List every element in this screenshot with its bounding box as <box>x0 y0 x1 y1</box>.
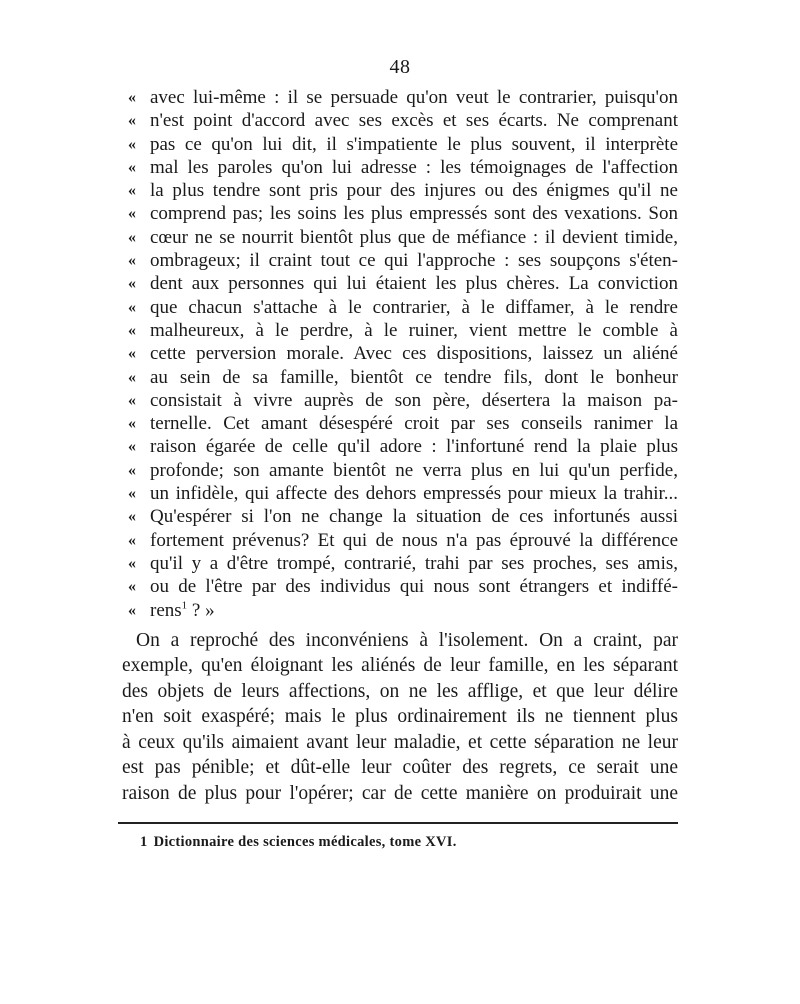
quote-line <box>122 272 678 295</box>
quote-line <box>122 505 678 528</box>
quote-line-text: au sein de sa famille, bientôt ce tendre fils, dont le bonheur <box>150 366 678 388</box>
paragraph-line: On a reproché des inconvéniens à l'isolement. On a craint, par <box>136 629 678 651</box>
footnote-ref: 1 <box>181 599 188 612</box>
footnote-text: Dictionnaire des sciences médicales, tome XVI. <box>153 834 457 850</box>
quote-last-line <box>122 599 678 622</box>
quote-block <box>122 86 678 599</box>
quote-mark: « <box>128 275 136 293</box>
quote-line <box>122 109 678 132</box>
paragraph-line: n'en soit exaspéré; mais le plus ordinairement ils ne tiennent plus <box>122 706 678 728</box>
quote-mark: « <box>128 158 136 176</box>
quote-line-text: ou de l'être par des individus qui nous sont étrangers et indiffé- <box>150 576 678 598</box>
quote-mark: « <box>128 415 136 433</box>
paragraph-line: des objets de leurs affections, on ne les afflige, et que leur délire <box>122 680 678 702</box>
quote-line <box>122 202 678 225</box>
quote-line-text: cette perversion morale. Avec ces dispositions, laissez un aliéné <box>150 343 678 365</box>
quote-last-end: ? » <box>187 599 215 621</box>
paragraph-line: est pas pénible; et dût-elle leur coûter des regrets, ce serait une <box>122 757 678 779</box>
quote-mark: « <box>128 112 136 130</box>
quote-mark: « <box>128 508 136 526</box>
quote-mark: « <box>128 252 136 270</box>
quote-mark: « <box>128 135 136 153</box>
quote-line-text: fortement prévenus? Et qui de nous n'a pas éprouvé la différence <box>150 529 678 551</box>
footnote-number: 1 <box>140 834 148 850</box>
quote-line <box>122 226 678 249</box>
quote-mark: « <box>128 485 136 503</box>
quote-line-text: pas ce qu'on lui dit, il s'impatiente le plus souvent, il interprète <box>150 133 678 155</box>
quote-line <box>122 482 678 505</box>
quote-line <box>122 552 678 575</box>
quote-line <box>122 529 678 552</box>
quote-line-text: cœur ne se nourrit bientôt plus que de méfiance : il devient timide, <box>150 226 678 248</box>
quote-line-text: dent aux personnes qui lui étaient les plus chères. La conviction <box>150 273 678 295</box>
quote-line-text: ternelle. Cet amant désespéré croit par ses conseils ranimer la <box>150 413 678 435</box>
paragraph-line: à ceux qu'ils aimaient avant leur maladie, et cette séparation ne leur <box>122 731 678 753</box>
quote-line <box>122 459 678 482</box>
quote-line-text: avec lui-même : il se persuade qu'on veut le contrarier, puisqu'on <box>150 87 678 108</box>
footnote-rule <box>118 822 678 824</box>
paragraph-line: exemple, qu'en éloignant les aliénés de leur famille, en les séparant <box>122 655 678 677</box>
quote-line <box>122 156 678 179</box>
quote-line <box>122 133 678 156</box>
quote-mark: « <box>128 461 136 479</box>
quote-line-text: profonde; son amante bientôt ne verra plus en lui qu'un perfide, <box>150 459 678 481</box>
quote-line-text: ombrageux; il craint tout ce qui l'approche : ses soupçons s'éten- <box>150 250 678 272</box>
quote-line-text: Qu'espérer si l'on ne change la situation de ces infortunés aussi <box>150 506 678 528</box>
quote-line <box>122 342 678 365</box>
quote-line <box>122 319 678 342</box>
quote-line <box>122 389 678 412</box>
quote-mark: « <box>128 298 136 316</box>
quote-line-text: que chacun s'attache à le contrarier, à le diffamer, à le rendre <box>150 296 678 318</box>
quote-line-text: raison égarée de celle qu'il adore : l'infortuné rend la plaie plus <box>150 436 678 458</box>
quote-line-text: mal les paroles qu'on lui adresse : les témoignages de l'affection <box>150 156 678 178</box>
quote-line-text: consistait à vivre auprès de son père, désertera la maison pa- <box>150 389 678 411</box>
quote-line <box>122 296 678 319</box>
quote-mark: « <box>128 345 136 363</box>
quote-line-text: comprend pas; les soins les plus empressés sont des vexations. Son <box>150 203 678 225</box>
quote-line <box>122 179 678 202</box>
quote-line <box>122 575 678 598</box>
page-number: 48 <box>389 56 411 78</box>
quote-line <box>122 435 678 458</box>
quote-mark: « <box>128 531 136 549</box>
quote-line-text: qu'il y a d'être trompé, contrarié, trahi par ses proches, ses amis, <box>150 552 678 574</box>
quote-mark: « <box>128 438 136 456</box>
quote-mark: « <box>128 89 136 106</box>
paragraph-line: raison de plus pour l'opérer; car de cette manière on produirait une <box>122 782 678 804</box>
quote-mark: « <box>128 601 136 619</box>
quote-mark: « <box>128 391 136 409</box>
quote-line-text: la plus tendre sont pris pour des injures ou des énigmes qu'il ne <box>150 180 678 202</box>
quote-line <box>122 412 678 435</box>
quote-mark: « <box>128 182 136 200</box>
quote-line <box>122 86 678 109</box>
quote-last-word: rens <box>150 599 182 621</box>
footnote <box>140 834 457 851</box>
quote-mark: « <box>128 554 136 572</box>
quote-mark: « <box>128 321 136 339</box>
quote-line-text: malheureux, à le perdre, à le ruiner, vient mettre le comble à <box>150 319 678 341</box>
quote-mark: « <box>128 228 136 246</box>
quote-mark: « <box>128 578 136 596</box>
quote-line <box>122 366 678 389</box>
quote-line <box>122 249 678 272</box>
body-text <box>122 86 678 806</box>
quote-mark: « <box>128 368 136 386</box>
quote-line-text: un infidèle, qui affecte des dehors empressés pour mieux la trahir... <box>150 483 678 505</box>
paragraph <box>122 628 678 807</box>
quote-line-text: n'est point d'accord avec ses excès et ses écarts. Ne comprenant <box>150 110 678 132</box>
quote-mark: « <box>128 205 136 223</box>
